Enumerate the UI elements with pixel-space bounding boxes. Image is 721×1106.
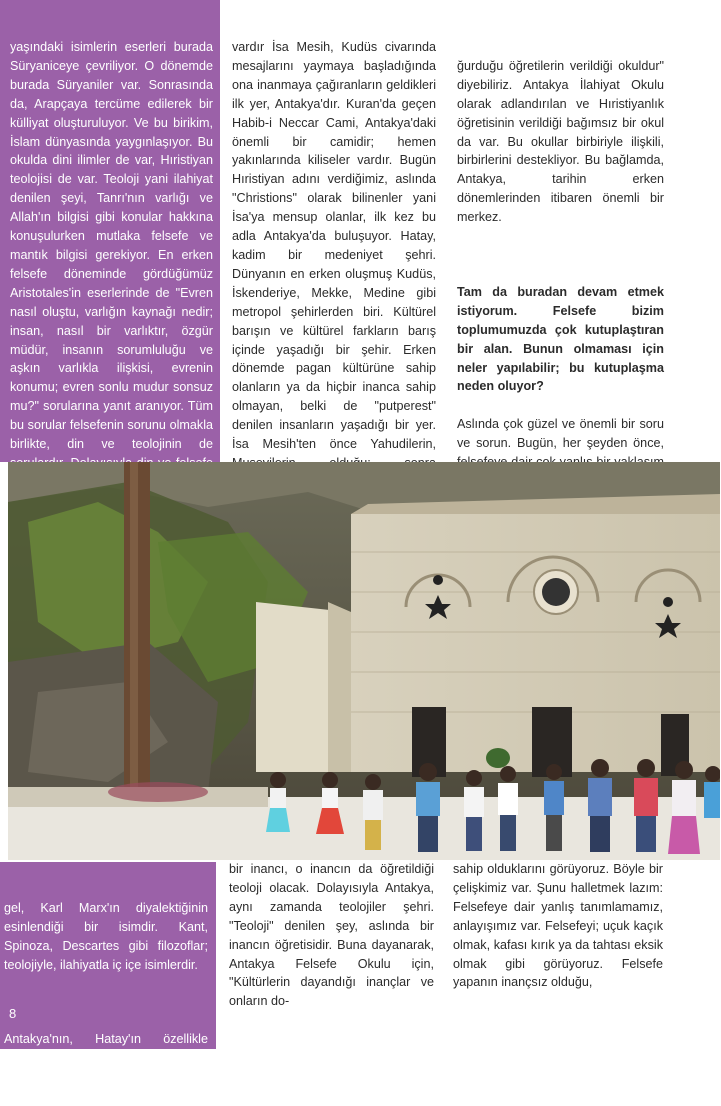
bottom-column-1-paragraph-1: gel, Karl Marx'ın diyalektiğinin esinlendiği bir isimdir. Kant, Spinoza, Descartes gibi filozoflar; teolojiyle, ilahiyatla iç içe isimlerdir. <box>4 900 208 972</box>
column-2-text: vardır İsa Mesih, Kudüs civarında mesajlarını yaymaya başladığında ona inanmaya çağıranların geldikleri ilk yer, Antakya'dır. Kuran'da geçen Habib-i Neccar Cami, Antakya'daki önemli bir camidir; hemen yakınlarında kiliseler vardır. Bugün Hıristiyan adını verdiğimiz, aslında "Christions" olarak bilinenler yani İsa'ya mensup olanlar, ilk kez bu adla Antakya'da buluşuyor. Hatay, kadim bir medeniyet şehri. Dünyanın en erken oluşmuş Kudüs, İskenderiye, Mekke, Medine gibi metropol şehirlerden biri. Kültürel barışın ve kültürel farkların barış içinde yaşadığı bir şehir. Erken dönemde pagan kültürüne sahip olanların ya da hiçbir inanca sahip olmayan, belki de "putperest" denilen insanların yaşadığı bir yer. İsa Mesih'ten önce Yahudilerin, <box>232 40 436 452</box>
column-1-text: yaşındaki isimlerin eserleri burada Süryaniceye çevriliyor. O dönemde burada Süryaniler var. Sonrasında da, Arapçaya tercüme edilerek bir külliyat oluşturuluyor. Ve bu birikim, İslam dünyasında yaygınlaşıyor. Bu okulda dini ilimler de var, Hıristiyan teolojisi de var. Teoloji yani ilahiyat denilen şeyi, Tanrı'nın varlığı ve Allah'ın bilgisi gibi konular hakkına konuşulurken mutlaka felsefe ve mantık bilgisi gerekiyor. En erken felsefe döneminde gördüğümüz Aristotales'in eserlerinde de "Evren nasıl oluştu, varlığın kaynağı nedir; insan, nasıl bir varlıktır, özgür müdür, insanın sorumluluğu ve aşkın varlıkla ilişkisi, evrenin konumu; evren sonlu mudur sonsuz mu?" sorularına yanıt aranıyor. Tüm bu sorular felsefenin sorunu olmakla birlikte, din ve teolojinin de <box>10 40 213 452</box>
bottom-column-1 <box>4 880 208 1106</box>
bottom-column-2: bir inancı, o inancın da öğretildiği teoloji olacak. Dolayısıyla Antakya, aynı zamanda teolojiler şehri. "Teoloji" denilen şey, aslında bir inancın öğretisidir. Buna dayanarak, Antakya Felsefe Okulu için, "Kültürlerin dayandığı inançlar ve onların do- <box>229 862 434 1009</box>
interview-answer: Aslında çok güzel ve önemli bir soru ve sorun. Bugün, her şeyden önce, <box>457 417 664 451</box>
church-photo-illustration <box>8 462 720 860</box>
column-3-paragraph: ğurduğu öğretilerin verildiği okuldur" diyebiliriz. Antakya İlahiyat Okulu olarak adlandırılan ve Hıristiyanlık öğretisinin verildiği bağımsız bir okul da var. Bu okullar birbiriyle ilişkili, birbirlerini destekliyor. Bu bağlamda, Antakya, tarihin erken dönemlerinden itibaren önemli bir merkez. <box>457 58 664 225</box>
bottom-column-3: sahip olduklarını görüyoruz. Böyle bir çelişkimiz var. Şunu halletmek lazım: Felsefeye dair yanlış tanımlamamız, anlayışımız var. Felsefeyi; uçuk kaçık olmak, kafası kırık ya da tahtası eksik olmak gibi görüyoruz. Felsefe yapanın inançsız olduğu, <box>453 862 663 990</box>
bottom-column-1-paragraph-2: Antakya'nın, Hatay'ın özellikle tarihsel süreçte de böyle bir misyonu <box>4 1032 208 1085</box>
interview-question: Tam da buradan devam etmek istiyorum. Felsefe bizim toplumumuzda çok kutuplaştıran bir alan. Bunun olmaması için neler yapılabilir; bu kutuplaşma neden oluyor? <box>457 284 664 394</box>
page-number: 8 <box>9 1006 17 1021</box>
stone-church-photo <box>8 462 720 860</box>
